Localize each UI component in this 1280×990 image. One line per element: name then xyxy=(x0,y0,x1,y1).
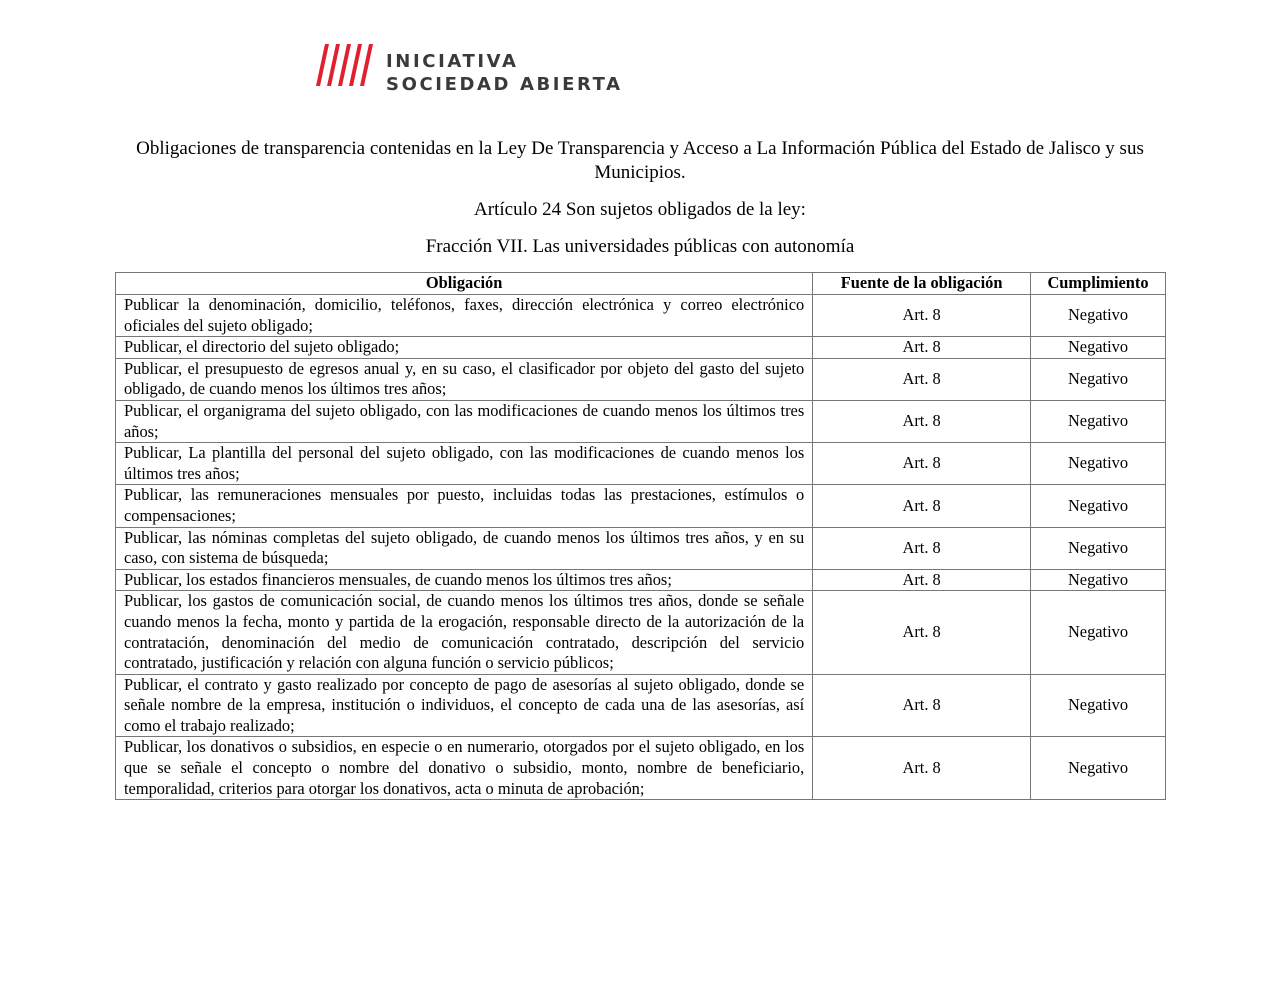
source-cell: Art. 8 xyxy=(813,400,1031,442)
table-row xyxy=(116,400,1166,442)
source-cell: Art. 8 xyxy=(813,737,1031,800)
obligation-cell: Publicar, las remuneraciones mensuales por puesto, incluidas todas las prestaciones, estímulos o compensaciones; xyxy=(116,485,813,527)
logo-stripes-icon xyxy=(316,44,376,88)
obligations-table xyxy=(115,272,1166,800)
header-compliance: Cumplimiento xyxy=(1031,273,1166,295)
compliance-cell: Negativo xyxy=(1031,337,1166,359)
table-row xyxy=(116,569,1166,591)
logo-line-1: INICIATIVA xyxy=(386,51,519,72)
source-cell: Art. 8 xyxy=(813,443,1031,485)
logo-wordmark xyxy=(386,50,623,96)
document-title: Obligaciones de transparencia contenidas en la Ley De Transparencia y Acceso a La Información Pública del Estado de Jalisco y sus Municipios. xyxy=(136,138,1144,183)
obligation-cell: Publicar, los gastos de comunicación social, de cuando menos los últimos tres años, donde se señale cuando menos la fecha, monto y partida de la erogación, responsable directo de la autorización de la contratación, denominación del medio de comunicación contratado, descripción del servicio contratado, justificación y relación con alguna función o servicio públicos; xyxy=(116,591,813,674)
table-row xyxy=(116,337,1166,359)
obligation-cell: Publicar, el directorio del sujeto obligado; xyxy=(116,337,813,359)
compliance-cell: Negativo xyxy=(1031,737,1166,800)
source-cell: Art. 8 xyxy=(813,358,1031,400)
table-row xyxy=(116,591,1166,674)
obligation-cell: Publicar, el organigrama del sujeto obligado, con las modificaciones de cuando menos los últimos tres años; xyxy=(116,400,813,442)
logo-line-2: SOCIEDAD ABIERTA xyxy=(386,74,623,95)
obligation-cell: Publicar, los estados financieros mensuales, de cuando menos los últimos tres años; xyxy=(116,569,813,591)
source-cell: Art. 8 xyxy=(813,295,1031,337)
article-heading: Artículo 24 Son sujetos obligados de la ley: xyxy=(474,199,806,220)
compliance-cell: Negativo xyxy=(1031,400,1166,442)
obligation-cell: Publicar, las nóminas completas del sujeto obligado, de cuando menos los últimos tres años, y en su caso, con sistema de búsqueda; xyxy=(116,527,813,569)
table-row xyxy=(116,737,1166,800)
document-headings xyxy=(115,137,1165,259)
compliance-cell: Negativo xyxy=(1031,674,1166,737)
source-cell: Art. 8 xyxy=(813,569,1031,591)
table-row xyxy=(116,527,1166,569)
compliance-cell: Negativo xyxy=(1031,485,1166,527)
header-obligation: Obligación xyxy=(116,273,813,295)
compliance-cell: Negativo xyxy=(1031,569,1166,591)
table-row xyxy=(116,358,1166,400)
table-header-row xyxy=(116,273,1166,295)
table-row xyxy=(116,295,1166,337)
source-cell: Art. 8 xyxy=(813,674,1031,737)
obligation-cell: Publicar, La plantilla del personal del sujeto obligado, con las modificaciones de cuando menos los últimos tres años; xyxy=(116,443,813,485)
table-row xyxy=(116,443,1166,485)
table-row xyxy=(116,674,1166,737)
obligation-cell: Publicar la denominación, domicilio, teléfonos, faxes, dirección electrónica y correo electrónico oficiales del sujeto obligado; xyxy=(116,295,813,337)
source-cell: Art. 8 xyxy=(813,527,1031,569)
header-source: Fuente de la obligación xyxy=(813,273,1031,295)
obligation-cell: Publicar, el presupuesto de egresos anual y, en su caso, el clasificador por objeto del gasto del sujeto obligado, de cuando menos los últimos tres años; xyxy=(116,358,813,400)
fraction-heading: Fracción VII. Las universidades públicas con autonomía xyxy=(425,236,855,257)
obligation-cell: Publicar, los donativos o subsidios, en especie o en numerario, otorgados por el sujeto obligado, en los que se señale el concepto o nombre del donativo o subsidio, monto, nombre de beneficiario, temporalidad, criterios para otorgar los donativos, acta o minuta de aprobación; xyxy=(116,737,813,800)
obligation-cell: Publicar, el contrato y gasto realizado por concepto de pago de asesorías al sujeto obligado, donde se señale nombre de la empresa, institución o individuos, el concepto de cada una de las asesorías, así como el trabajo realizado; xyxy=(116,674,813,737)
source-cell: Art. 8 xyxy=(813,485,1031,527)
compliance-cell: Negativo xyxy=(1031,591,1166,674)
source-cell: Art. 8 xyxy=(813,337,1031,359)
compliance-cell: Negativo xyxy=(1031,527,1166,569)
compliance-cell: Negativo xyxy=(1031,443,1166,485)
source-cell: Art. 8 xyxy=(813,591,1031,674)
compliance-cell: Negativo xyxy=(1031,295,1166,337)
compliance-cell: Negativo xyxy=(1031,358,1166,400)
table-row xyxy=(116,485,1166,527)
organization-logo xyxy=(316,44,636,96)
